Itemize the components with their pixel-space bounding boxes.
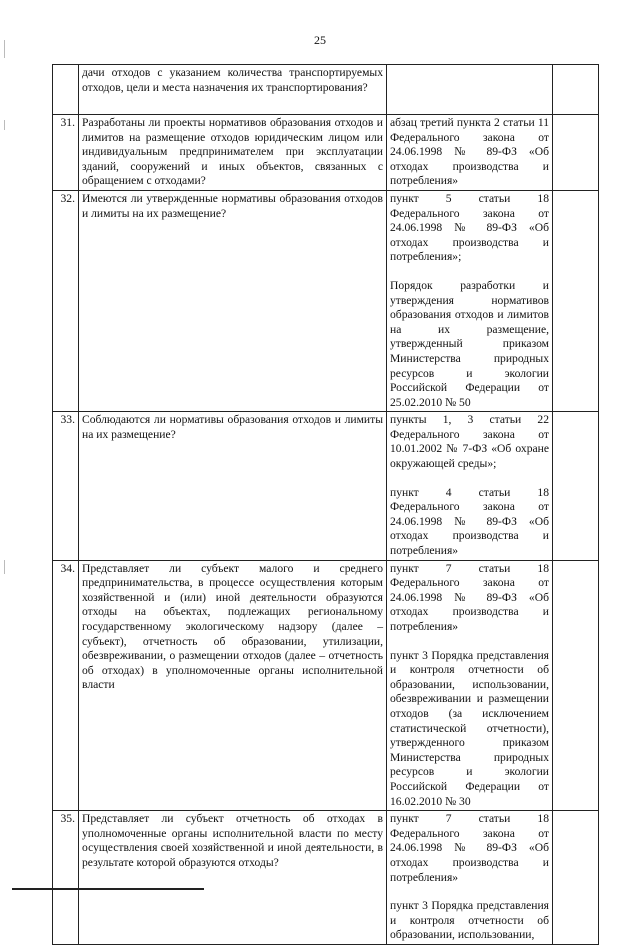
footer-rule [12, 888, 204, 890]
question-text: Представляет ли субъект отчетность об отходах в уполномоченные органы исполнительной власти по месту осуществления своей хозяйственной и иной деятельности, в результате которой образуются отходы? [79, 811, 387, 945]
scan-margin-mark [4, 120, 5, 130]
table-row [53, 190, 599, 411]
table-row [53, 811, 599, 945]
row-number: 33. [53, 412, 79, 560]
scan-margin-mark [4, 40, 5, 58]
row-number: 34. [53, 560, 79, 811]
question-text: Разработаны ли проекты нормативов образования отходов и лимитов на размещение отходов юридическим лицом или индивидуальным предпринимателем при эксплуатации зданий, сооружений и иных объектов, связанных с обращением с отходами? [79, 115, 387, 191]
legal-reference [387, 65, 553, 115]
answer-cell [553, 115, 599, 191]
answer-cell [553, 811, 599, 945]
table-row [53, 115, 599, 191]
table-row [53, 65, 599, 115]
legal-reference-item: пункт 3 Порядка представления и контроля отчетности об образовании, использовании, [390, 899, 549, 942]
answer-cell [553, 65, 599, 115]
row-number [53, 65, 79, 115]
row-number: 32. [53, 190, 79, 411]
legal-reference-item: пункты 1, 3 статьи 22 Федерального закона от 10.01.2002 № 7-ФЗ «Об охране окружающей среды»; [390, 413, 549, 471]
question-text: Представляет ли субъект малого и среднего предпринимательства, в процессе осуществления которым хозяйственной и (или) иной деятельности образуются отходы на объектах, подлежащих региональному государственному экологическому надзору (далее – субъект), отчетность об образовании, утилизации, обезвреживании, о размещении отходов (далее – отчетность об отходах) в уполномоченные органы исполнительной власти [79, 560, 387, 811]
legal-reference [387, 190, 553, 411]
question-text: Соблюдаются ли нормативы образования отходов и лимиты на их размещение? [79, 412, 387, 560]
legal-reference-item: пункт 7 статьи 18 Федерального закона от 24.06.1998 № 89-ФЗ «Об отходах производства и потребления» [390, 561, 549, 633]
legal-reference [387, 560, 553, 811]
legal-reference-item: пункт 5 статьи 18 Федерального закона от 24.06.1998 № 89-ФЗ «Об отходах производства и потребления»; [390, 191, 549, 264]
question-text: дачи отходов с указанием количества транспортируемых отходов, цели и места назначения их транспортирования? [79, 65, 387, 115]
table-row [53, 412, 599, 560]
question-text: Имеются ли утвержденные нормативы образования отходов и лимиты на их размещение? [79, 190, 387, 411]
scan-margin-mark [4, 560, 5, 574]
legal-reference-item: пункт 7 статьи 18 Федерального закона от 24.06.1998 № 89-ФЗ «Об отходах производства и потребления» [390, 812, 549, 884]
answer-cell [553, 560, 599, 811]
answer-cell [553, 412, 599, 560]
legal-reference [387, 811, 553, 945]
page-number: 25 [314, 33, 326, 47]
row-number: 35. [53, 811, 79, 945]
row-number: 31. [53, 115, 79, 191]
legal-reference [387, 115, 553, 191]
legal-reference [387, 412, 553, 560]
checklist-table [52, 64, 599, 945]
legal-reference-item: пункт 4 статьи 18 Федерального закона от 24.06.1998 № 89-ФЗ «Об отходах производства и потребления» [390, 485, 549, 558]
legal-reference-item: абзац третий пункта 2 статьи 11 Федерального закона от 24.06.1998 № 89-ФЗ «Об отходах производства и потребления» [390, 116, 549, 188]
legal-reference-item: пункт 3 Порядка представления и контроля отчетности об образовании, использовании, обезвреживании и размещении отходов (за исключением статистической отчетности), утвержденного приказом Министерства природных ресурсов и экологии Российской Федерации от 16.02.2010 № 30 [390, 648, 549, 808]
legal-reference-item: Порядок разработки и утверждения нормативов образования отходов и лимитов на их размещение, утвержденный приказом Министерства природных ресурсов и экологии Российской Федерации от 25.02.2010 № 50 [390, 278, 549, 409]
answer-cell [553, 190, 599, 411]
table-row [53, 560, 599, 811]
